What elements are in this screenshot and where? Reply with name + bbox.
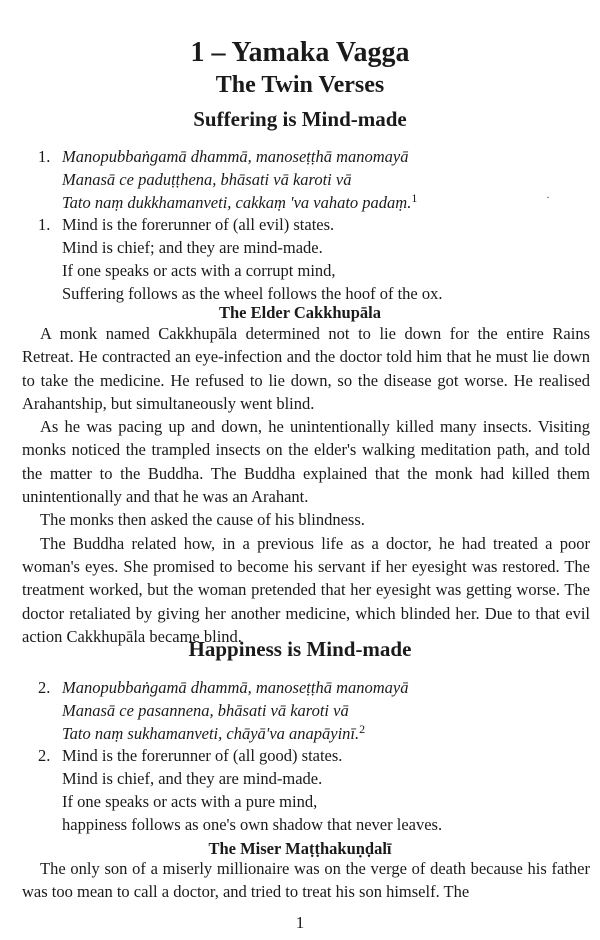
verse-1-pali [38, 145, 417, 214]
paragraph: A monk named Cakkhupāla determined not to lie down for the entire Rains Retreat. He contracted an eye-infection and the doctor told him that he must lie down to take the medicine. He refused to lie down, so the disease got worse. He realised Arahantship, but simultaneously went blind. [22, 324, 590, 413]
footnote-marker: 1 [411, 191, 418, 205]
pali-line: Manasā ce paduṭṭhena, bhāsati vā karoti vā [62, 170, 352, 189]
verse-number: 1. [38, 147, 51, 166]
english-line: Mind is chief; and they are mind-made. [62, 238, 323, 257]
story-1-body [22, 322, 590, 648]
english-line: If one speaks or acts with a corrupt mind, [62, 261, 336, 280]
page-number: 1 [295, 913, 305, 932]
pali-line: Manasā ce pasannena, bhāsati vā karoti vā [62, 701, 349, 720]
section-heading-suffering: Suffering is Mind-made [193, 107, 407, 131]
english-line: Mind is the forerunner of (all evil) states. [62, 215, 335, 234]
verse-number: 2. [38, 678, 51, 697]
story-title-cakkhupala: The Elder Cakkhupāla [218, 303, 381, 322]
english-line: Mind is the forerunner of (all good) states. [62, 746, 343, 765]
english-line: Suffering follows as the wheel follows the hoof of the ox. [62, 284, 443, 303]
pali-line: Manopubbaṅgamā dhammā, manoseṭṭhā manomayā [62, 678, 409, 697]
english-line: If one speaks or acts with a pure mind, [62, 792, 318, 811]
stray-dot-mark: · [546, 190, 550, 204]
paragraph: The monks then asked the cause of his blindness. [40, 510, 365, 530]
verse-number: 2. [38, 746, 51, 765]
section-heading-happiness: Happiness is Mind-made [188, 637, 412, 661]
pali-line: Manopubbaṅgamā dhammā, manoseṭṭhā manomayā [62, 147, 409, 166]
footnote-marker: 2 [359, 722, 366, 736]
english-line: Mind is chief, and they are mind-made. [62, 769, 323, 788]
paragraph: The Buddha related how, in a previous life as a doctor, he had treated a poor woman's eyes. She promised to become his servant if her eyesight was restored. The treatment worked, but the woman pretended that her eyesight was getting worse. The doctor retaliated by giving her another medicine, which blinded her. Due to that evil action Cakkhupāla became blind. [22, 533, 590, 646]
paragraph: As he was pacing up and down, he unintentionally killed many insects. Visiting monks noticed the trampled insects on the elder's walking meditation path, and told the matter to the Buddha. The Buddha explained that the monk had killed them unintentionally and that he was an Arahant. [22, 417, 590, 507]
verse-number: 1. [38, 215, 51, 234]
chapter-title: 1 – Yamaka Vagga [190, 37, 410, 68]
paragraph: The only son of a miserly millionaire was on the verge of death because his father was too mean to call a doctor, and tried to treat his son himself. The [22, 859, 590, 902]
story-2-body [22, 857, 590, 904]
verse-2-english [38, 744, 442, 836]
verse-2-pali [38, 676, 408, 745]
verse-1-english [38, 213, 443, 305]
chapter-subtitle: The Twin Verses [215, 72, 385, 98]
story-title-matthakundali: The Miser Maṭṭhakuṇḍalī [208, 839, 392, 858]
pali-line: Tato naṃ dukkhamanveti, cakkaṃ 'va vahato padaṃ. [62, 193, 412, 212]
pali-line: Tato naṃ sukhamanveti, chāyā'va anapāyinī. [62, 724, 360, 743]
english-line: happiness follows as one's own shadow that never leaves. [62, 815, 443, 834]
